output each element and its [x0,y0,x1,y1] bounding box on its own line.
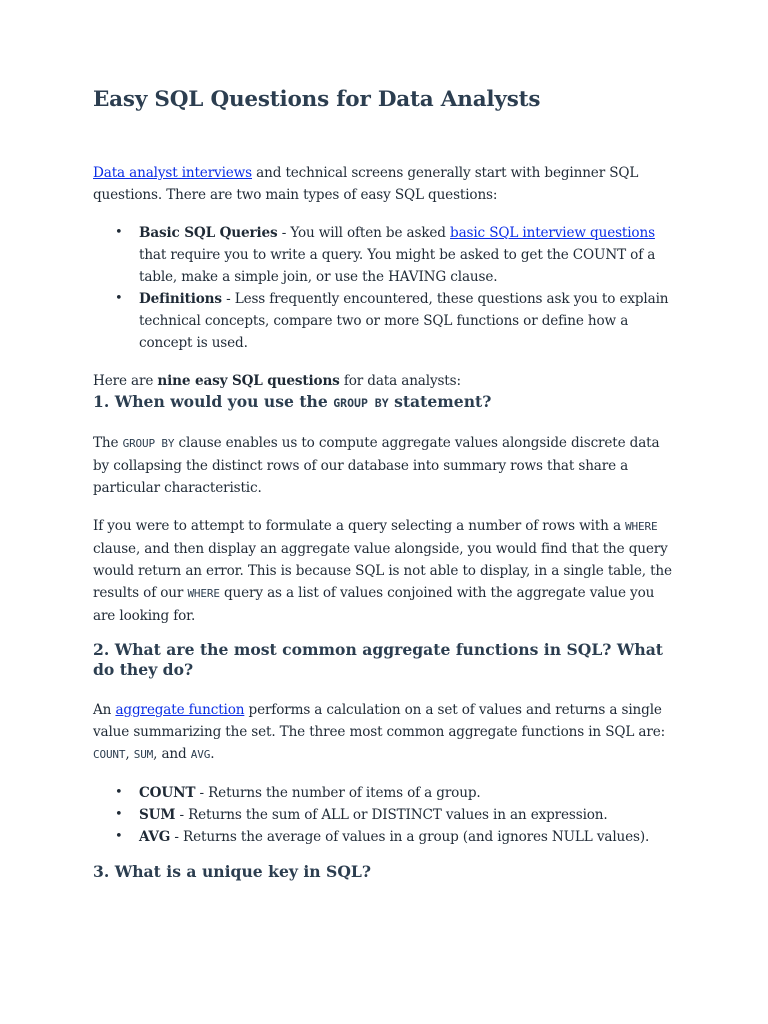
inline-code: COUNT [93,748,126,761]
here-are-paragraph [93,370,678,392]
inline-code: AVG [190,748,211,761]
question-3-heading: 3. What is a unique key in SQL? [93,862,371,881]
list-item-text: that require you to write a query. You might be asked to get the COUNT of a table, make a simple join, or use the HAVING clause. [139,247,656,285]
heading-text: statement? [388,392,492,411]
here-pre-text: Here are [93,373,158,389]
question-types-list [93,222,678,354]
paragraph-text: query as a list of values conjoined with the aggregate value you are looking for. [93,585,655,624]
aggregate-functions-list [93,782,678,848]
list-item-text: - Returns the number of items of a group. [195,785,481,801]
paragraph-text: If you were to attempt to formulate a query selecting a number of rows with a [93,518,626,534]
list-item-title: Basic SQL Queries [139,225,278,241]
basic-sql-interview-questions-link[interactable]: basic SQL interview questions [450,225,655,241]
list-item-title: COUNT [139,785,196,801]
paragraph-text: , [125,746,134,762]
intro-paragraph [93,162,678,206]
question-1-heading [93,392,678,413]
inline-code: WHERE [187,587,220,600]
list-item-avg [115,826,678,848]
bullet-icon: • [115,225,123,240]
list-item-sum [115,804,678,826]
bullet-icon: • [115,807,123,822]
paragraph-text: An [93,702,116,718]
paragraph-text: . [210,746,215,762]
heading-text: 1. When would you use the [93,392,334,411]
question-1-paragraph-2 [93,515,678,627]
bullet-icon: • [115,291,123,306]
list-item-text: - Returns the average of values in a group (and ignores NULL values). [170,829,650,845]
list-item-text: - Less frequently encountered, these questions ask you to explain technical concepts, compare two or more SQL functions or define how a concept is used. [139,291,669,351]
heading-code: GROUP BY [333,396,389,410]
list-item-text: - Returns the sum of ALL or DISTINCT values in an expression. [175,807,608,823]
document-page [93,84,678,882]
paragraph-text: performs a calculation on a set of values and returns a single value summarizing the set. The three most common aggregate functions in SQL are: [93,702,666,740]
list-item-definitions [115,288,678,354]
list-item-basic-sql-queries [115,222,678,288]
list-item-title: SUM [139,807,176,823]
inline-code: WHERE [625,520,658,533]
aggregate-function-link[interactable]: aggregate function [115,702,245,718]
list-item-title: AVG [139,829,171,845]
list-item-text: - You will often be asked [277,225,451,241]
bullet-icon: • [115,829,123,844]
paragraph-text: The [93,435,123,451]
data-analyst-interviews-link[interactable]: Data analyst interviews [93,165,252,181]
paragraph-text: clause, and then display an aggregate value alongside, you would find that the query would return an error. This is because SQL is not able to display, in a single table, the results of our [93,541,672,601]
page-title: Easy SQL Questions for Data Analysts [93,87,541,112]
intro-text: and technical screens generally start with beginner SQL questions. There are two main types of easy SQL questions: [93,165,639,203]
here-post-text: for data analysts: [339,373,461,389]
paragraph-text: clause enables us to compute aggregate values alongside discrete data by collapsing the distinct rows of our database into summary rows that share a particular characteristic. [93,435,660,496]
list-item-title: Definitions [139,291,222,307]
question-2-paragraph [93,699,678,766]
here-bold-text: nine easy SQL questions [157,373,340,389]
inline-code: SUM [133,748,154,761]
question-2-heading: 2. What are the most common aggregate functions in SQL? What do they do? [93,640,664,679]
paragraph-text: , and [153,746,191,762]
bullet-icon: • [115,785,123,800]
list-item-count [115,782,678,804]
inline-code: GROUP BY [122,437,175,450]
question-1-paragraph-1 [93,432,678,499]
